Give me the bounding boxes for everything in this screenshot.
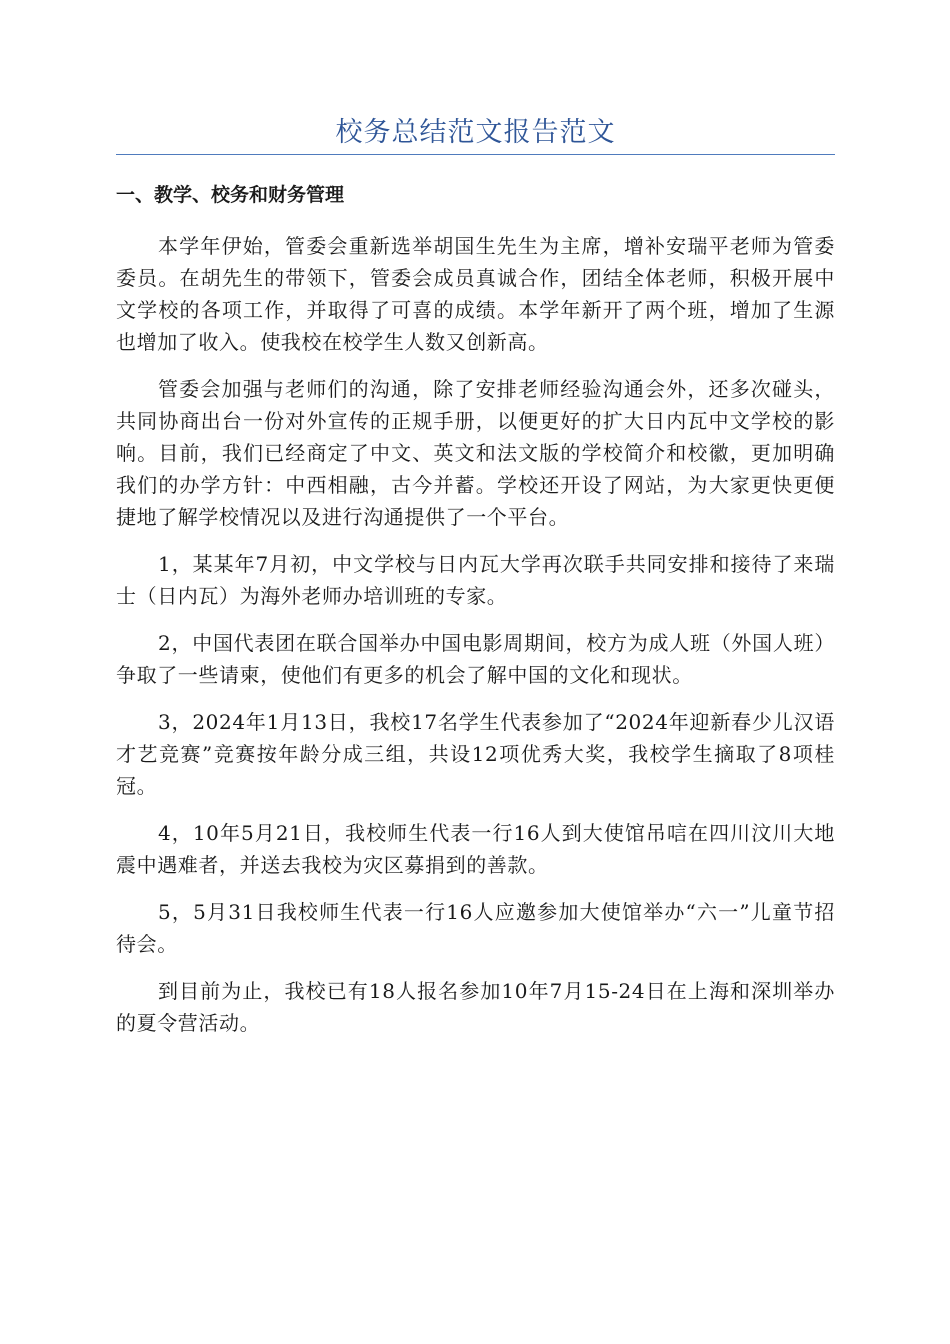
title-underline xyxy=(116,154,835,155)
section-heading: 一、教学、校务和财务管理 xyxy=(116,184,345,206)
document-title: 校务总结范文报告范文 xyxy=(335,117,616,148)
paragraph-7: 5，5月31日我校师生代表一行16人应邀参加大使馆举办“六一”儿童节招待会。 xyxy=(116,900,835,956)
paragraph-6: 4，10年5月21日，我校师生代表一行16人到大使馆吊唁在四川汶川大地震中遇难者，并送去我校为灾区募捐到的善款。 xyxy=(116,821,835,877)
paragraph-5: 3，2024年1月13日，我校17名学生代表参加了“2024年迎新春少儿汉语才艺竞赛”竞赛按年龄分成三组，共设12项优秀大奖，我校学生摘取了8项桂冠。 xyxy=(116,710,835,798)
paragraph-8: 到目前为止，我校已有18人报名参加10年7月15-24日在上海和深圳举办的夏令营活动。 xyxy=(116,979,835,1035)
paragraph-2: 管委会加强与老师们的沟通，除了安排老师经验沟通会外，还多次碰头，共同协商出台一份对外宣传的正规手册，以便更好的扩大日内瓦中文学校的影响。目前，我们已经商定了中文、英文和法文版的学校简介和校徽，更加明确我们的办学方针：中西相融，古今并蓄。学校还开设了网站，为大家更快更便捷地了解学校情况以及进行沟通提供了一个平台。 xyxy=(116,377,835,529)
document-body xyxy=(116,230,835,1054)
paragraph-1: 本学年伊始，管委会重新选举胡国生先生为主席，增补安瑞平老师为管委委员。在胡先生的带领下，管委会成员真诚合作，团结全体老师，积极开展中文学校的各项工作，并取得了可喜的成绩。本学年新开了两个班，增加了生源也增加了收入。使我校在校学生人数又创新高。 xyxy=(116,234,835,354)
paragraph-3: 1，某某年7月初，中文学校与日内瓦大学再次联手共同安排和接待了来瑞士（日内瓦）为海外老师办培训班的专家。 xyxy=(116,552,835,608)
paragraph-4: 2，中国代表团在联合国举办中国电影周期间，校方为成人班（外国人班）争取了一些请柬，使他们有更多的机会了解中国的文化和现状。 xyxy=(116,631,835,687)
